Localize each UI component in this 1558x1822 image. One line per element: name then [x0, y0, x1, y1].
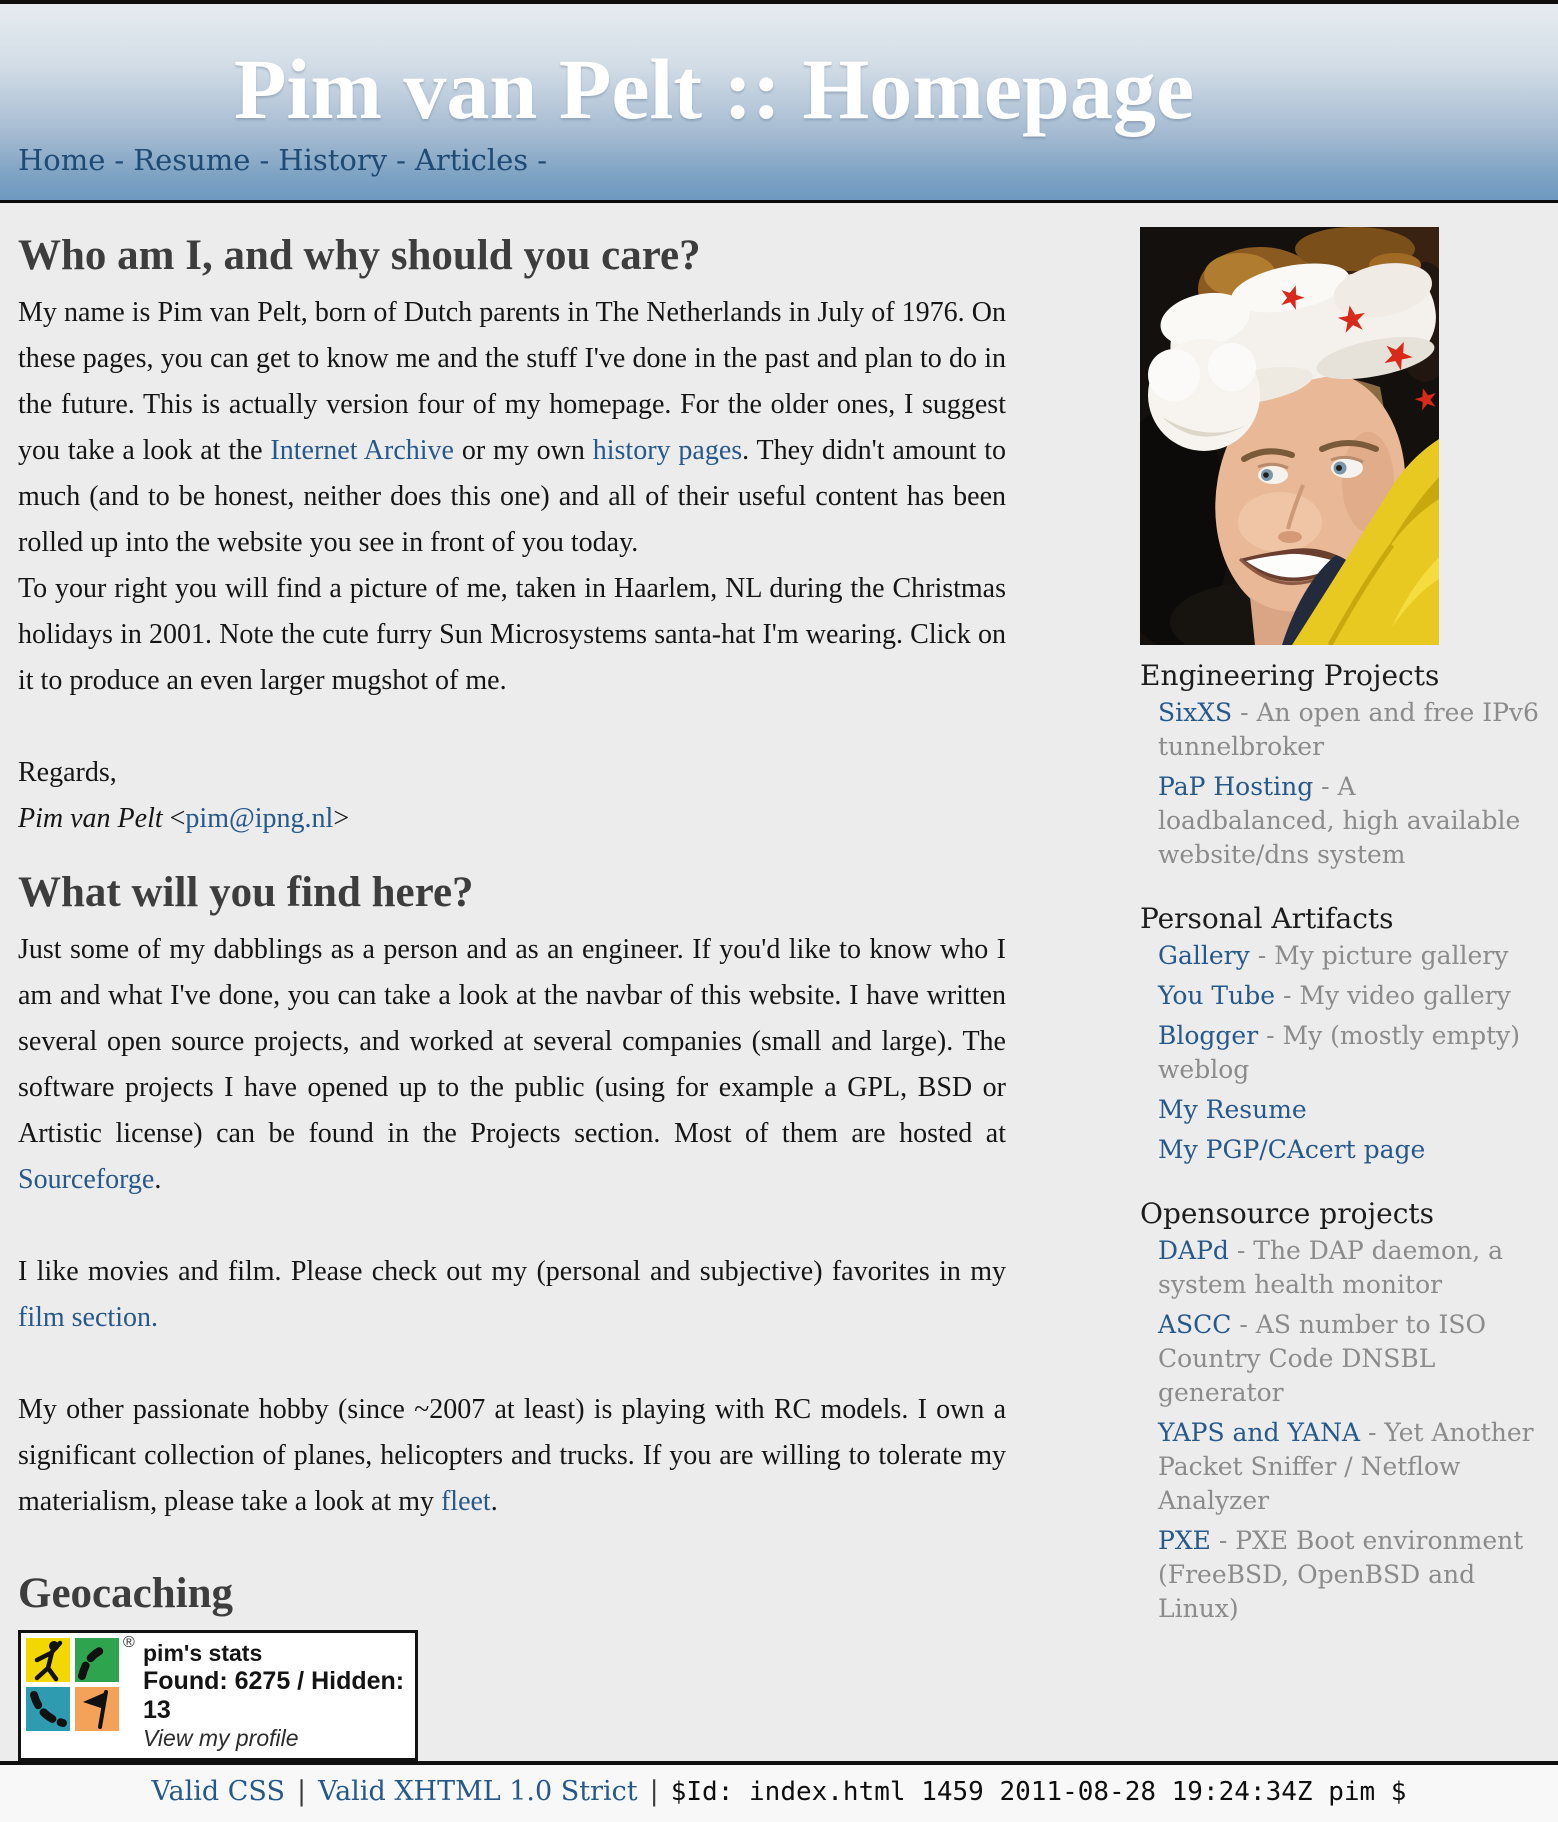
footer: [0, 1761, 1558, 1822]
paragraph-regards: [18, 750, 1006, 842]
list-item: [1158, 979, 1540, 1013]
nav-home[interactable]: Home: [18, 143, 106, 178]
sidebar-item-desc: - PXE Boot environment (FreeBSD, OpenBSD and Linux): [1158, 1526, 1524, 1624]
page-content: [0, 203, 1558, 1761]
sidebar-group-personal-artifacts: [1140, 902, 1540, 1167]
text: I like movies and film. Please check out my (personal and subjective) favorites in my: [18, 1256, 1006, 1288]
sidebar-list: [1140, 696, 1540, 872]
sidebar-link-dapd[interactable]: DAPd: [1158, 1236, 1229, 1266]
heading-who-am-i: Who am I, and why should you care?: [18, 232, 701, 280]
link-email[interactable]: pim@ipng.nl: [185, 803, 334, 835]
list-item: [1158, 1308, 1540, 1410]
sidebar: [1140, 227, 1540, 1656]
valid-css-link[interactable]: Valid CSS: [151, 1776, 285, 1808]
heading-geocaching: Geocaching: [18, 1570, 233, 1618]
text: My other passionate hobby (since ~2007 at least) is playing with RC models. I own a significant collection of planes, helicopters and trucks. If you are willing to tolerate my materialism, please take a look at my: [18, 1394, 1006, 1518]
sidebar-item-desc: - The DAP daemon, a system health monitor: [1158, 1236, 1504, 1300]
link-film-section[interactable]: film section.: [18, 1302, 158, 1334]
header: [0, 0, 1558, 203]
paragraph-photo-note: To your right you will find a picture of me, taken in Haarlem, NL during the Christmas holidays in 2001. Note the cute furry Sun Microsystems santa-hat I'm wearing. Click on it to produce an even larger mugshot of me.: [18, 573, 1006, 697]
nav-separator: -: [114, 143, 125, 178]
sidebar-item-desc: - AS number to ISO Country Code DNSBL generator: [1158, 1310, 1487, 1408]
link-history-pages[interactable]: history pages: [592, 435, 743, 467]
heading-what-will-you-find: What will you find here?: [18, 869, 474, 917]
hiker-icon: [26, 1638, 70, 1682]
text: .: [154, 1164, 162, 1196]
sidebar-item-desc: - My (mostly empty) weblog: [1158, 1021, 1521, 1085]
sidebar-link-pap-hosting[interactable]: PaP Hosting: [1158, 772, 1314, 802]
version-id-string: $Id: index.html 1459 2011-08-28 19:24:34Z pim $: [670, 1777, 1407, 1808]
link-sourceforge[interactable]: Sourceforge: [18, 1164, 155, 1196]
sidebar-link-my-resume[interactable]: My Resume: [1158, 1095, 1307, 1125]
signature-name: Pim van Pelt: [18, 803, 163, 835]
page-title: Pim van Pelt :: Homepage: [233, 41, 1195, 137]
list-item: [1158, 1093, 1540, 1127]
sidebar-list: [1140, 939, 1540, 1167]
sidebar-group-heading: Personal Artifacts: [1140, 902, 1394, 936]
sidebar-link-pxe[interactable]: PXE: [1158, 1526, 1211, 1556]
list-item: [1158, 1416, 1540, 1518]
geocaching-logo: [26, 1638, 119, 1753]
paragraph-intro: [18, 290, 1006, 566]
geocaching-stats-badge[interactable]: [18, 1630, 418, 1761]
sidebar-item-desc: - My picture gallery: [1249, 941, 1509, 971]
list-item: [1158, 939, 1540, 973]
valid-xhtml-link[interactable]: Valid XHTML 1.0 Strict: [318, 1776, 638, 1808]
nav-resume[interactable]: Resume: [133, 143, 251, 178]
sidebar-list: [1140, 1234, 1540, 1626]
sidebar-link-blogger[interactable]: Blogger: [1158, 1021, 1259, 1051]
nav-separator: -: [537, 143, 547, 178]
sidebar-link-sixxs[interactable]: SixXS: [1158, 698, 1233, 728]
nav-separator: -: [259, 143, 270, 178]
badge-title: pim's stats: [143, 1640, 263, 1667]
sidebar-link-gallery[interactable]: Gallery: [1158, 941, 1250, 971]
list-item: [1158, 1019, 1540, 1087]
text: <: [162, 803, 186, 835]
footer-separator: |: [296, 1776, 307, 1808]
sidebar-item-desc: - My video gallery: [1275, 981, 1511, 1011]
nav-history[interactable]: History: [278, 143, 388, 178]
profile-photo[interactable]: [1140, 227, 1439, 645]
sidebar-group-opensource-projects: [1140, 1197, 1540, 1626]
sidebar-link-ascc[interactable]: ASCC: [1158, 1310, 1232, 1340]
badge-stats: Found: 6275 / Hidden: 13: [143, 1667, 405, 1725]
sidebar-group-engineering-projects: [1140, 659, 1540, 872]
registered-trademark-icon: ®: [123, 1634, 135, 1652]
main-column: [18, 231, 1006, 1761]
text: Regards,: [18, 757, 117, 789]
footer-separator: |: [649, 1776, 659, 1808]
list-item: [1158, 696, 1540, 764]
link-internet-archive[interactable]: Internet Archive: [270, 435, 454, 467]
list-item: [1158, 1524, 1540, 1626]
sidebar-item-desc: - A loadbalanced, high available website/dns system: [1158, 772, 1521, 870]
trail-icon: [75, 1638, 119, 1682]
text: Just some of my dabblings as a person and as an engineer. If you'd like to know who I am and what I've done, you can take a look at the navbar of this website. I have written several open source projects, and worked at several companies (small and large). The software projects I have opened up to the public (using for example a GPL, BSD or Artistic license) can be found in the Projects section. Most of them are hosted at: [18, 934, 1006, 1150]
geocaching-badge-text: [143, 1638, 410, 1753]
santa-hat-portrait-image: [1140, 227, 1439, 645]
main-nav: [0, 137, 1558, 200]
text: >: [333, 803, 350, 835]
sidebar-link-youtube[interactable]: You Tube: [1158, 981, 1276, 1011]
nav-articles[interactable]: Articles: [414, 143, 529, 178]
sidebar-group-heading: Engineering Projects: [1140, 659, 1440, 693]
sidebar-link-yaps-yana[interactable]: YAPS and YANA: [1158, 1418, 1361, 1448]
nav-separator: -: [396, 143, 406, 178]
view-profile-link[interactable]: View my profile: [143, 1725, 299, 1752]
text: My name is Pim van Pelt, born of Dutch parents in The Netherlands in July of 1976. On these pages, you can get to know me and the stuff I've done in the past and plan to do in the future. This is actually version four of my homepage. For the older ones, I suggest you take a look at the: [18, 297, 1006, 467]
flag-icon: [75, 1687, 119, 1731]
text: or my own: [453, 435, 593, 467]
list-item: [1158, 770, 1540, 872]
sidebar-link-pgp-cacert[interactable]: My PGP/CAcert page: [1158, 1135, 1426, 1165]
list-item: [1158, 1234, 1540, 1302]
sidebar-item-desc: - Yet Another Packet Sniffer / Netflow Analyzer: [1158, 1418, 1534, 1516]
paragraph-rc-models: [18, 1387, 1006, 1525]
text: .: [490, 1486, 498, 1518]
paragraph-movies: [18, 1249, 1006, 1341]
text: . They didn't amount to much (and to be honest, neither does this one) and all of their useful content has been rolled up into the website you see in front of you today.: [18, 435, 1006, 559]
paragraph-dabblings: [18, 927, 1006, 1203]
sidebar-item-desc: - An open and free IPv6 tunnelbroker: [1158, 698, 1539, 762]
list-item: [1158, 1133, 1540, 1167]
trail-icon: [26, 1687, 70, 1731]
link-fleet[interactable]: fleet: [440, 1486, 491, 1518]
sidebar-group-heading: Opensource projects: [1140, 1197, 1434, 1231]
